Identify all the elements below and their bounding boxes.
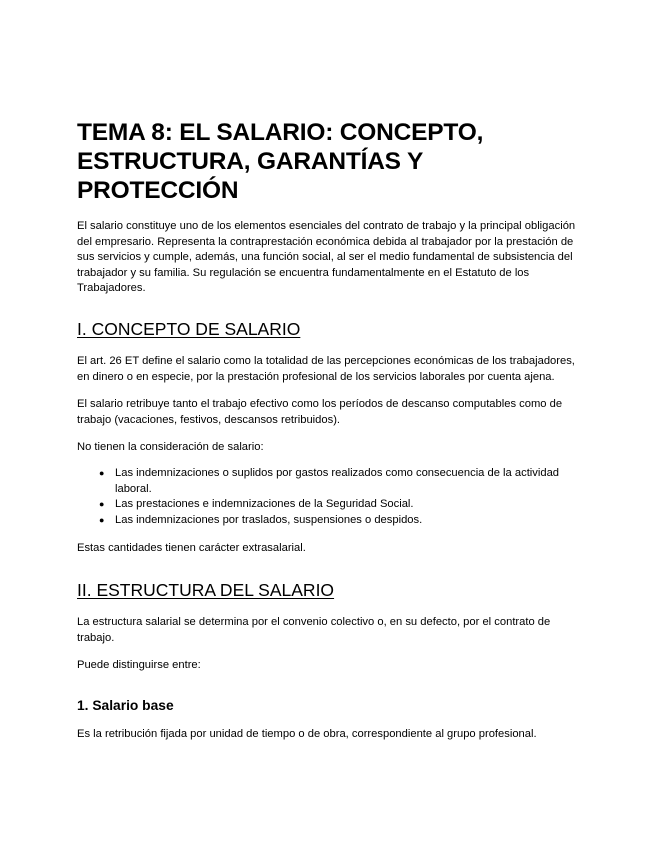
list-item <box>77 466 582 497</box>
list-item-text: Las indemnizaciones o suplidos por gastos realizados como consecuencia de la actividad laboral. <box>115 466 560 495</box>
bullet-icon: ● <box>99 499 105 510</box>
exclusions-list <box>77 466 582 528</box>
subsection-heading-salario-base: 1. Salario base <box>77 697 174 713</box>
document-title: TEMA 8: EL SALARIO: CONCEPTO, ESTRUCTURA, GARANTÍAS Y PROTECCIÓN <box>77 119 484 204</box>
paragraph-salario-base: Es la retribución fijada por unidad de tiempo o de obra, correspondiente al grupo profesional. <box>77 727 537 740</box>
document-page <box>77 118 582 742</box>
paragraph-definition: El art. 26 ET define el salario como la totalidad de las percepciones económicas de los trabajadores, en dinero o en especie, por la prestación profesional de los servicios laborales por cuenta ajena. <box>77 354 575 383</box>
section-heading-concepto: I. CONCEPTO DE SALARIO <box>77 318 301 339</box>
intro-paragraph: El salario constituye uno de los elementos esenciales del contrato de trabajo y la principal obligación del empresario. Representa la contraprestación económica debida al trabajador por la prestación de sus servicios y cumple, además, una función social, al ser el medio fundamental de subsistencia del trabajador y su familia. Su regulación se encuentra fundamentalmente en el Estatuto de los Trabajadores. <box>77 220 576 295</box>
list-item-text: Las indemnizaciones por traslados, suspensiones o despidos. <box>115 513 423 526</box>
paragraph-extrasalarial: Estas cantidades tienen carácter extrasalarial. <box>77 542 306 555</box>
bullet-icon: ● <box>99 467 105 478</box>
section-heading-estructura: II. ESTRUCTURA DEL SALARIO <box>77 579 335 600</box>
list-item <box>77 497 582 513</box>
list-item <box>77 513 582 529</box>
paragraph-retribution: El salario retribuye tanto el trabajo efectivo como los períodos de descanso computables como de trabajo (vacaciones, festivos, descansos retribuidos). <box>77 398 563 426</box>
list-item-text: Las prestaciones e indemnizaciones de la Seguridad Social. <box>115 498 414 511</box>
paragraph-structure: La estructura salarial se determina por el convenio colectivo o, en su defecto, por el contrato de trabajo. <box>77 615 551 644</box>
paragraph-distinguish: Puede distinguirse entre: <box>77 659 201 672</box>
bullet-icon: ● <box>99 514 105 525</box>
paragraph-no-salary: No tienen la consideración de salario: <box>77 441 264 454</box>
